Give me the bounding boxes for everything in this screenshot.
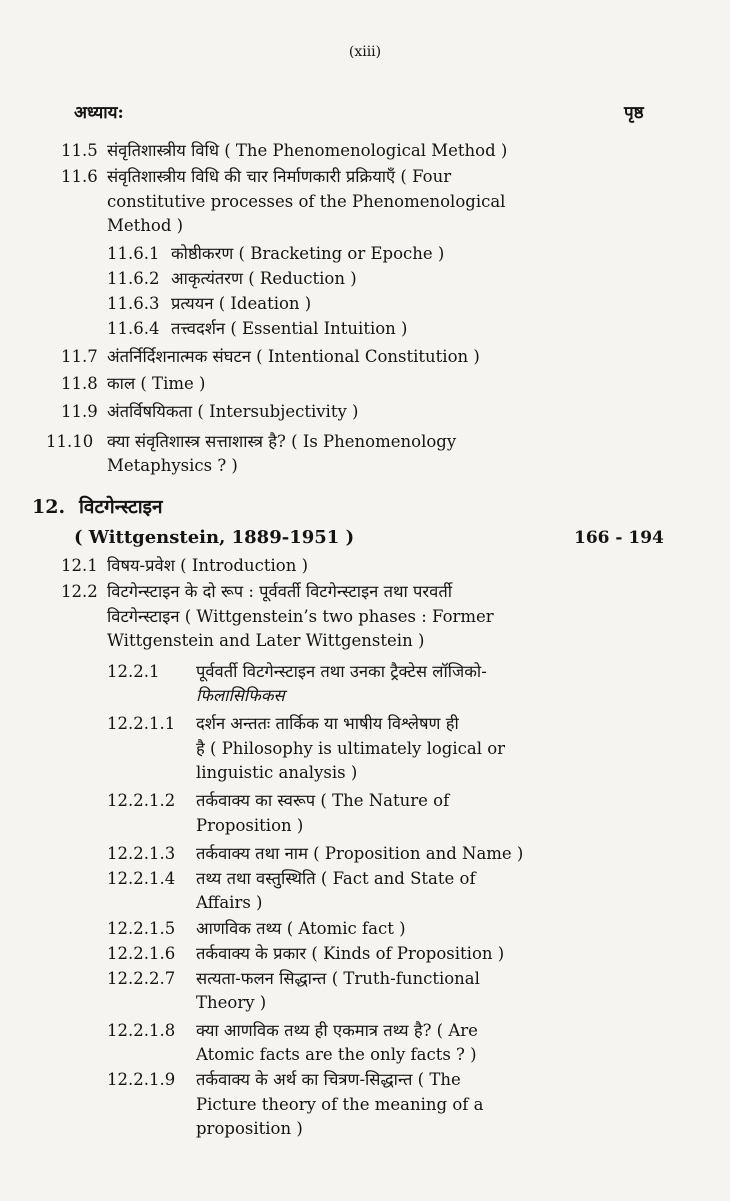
entry-number: 12.2.2.7	[107, 969, 176, 988]
toc-entry	[61, 581, 452, 603]
entry-text: तर्कवाक्य तथा नाम ( Proposition and Name )	[196, 844, 524, 863]
entry-text: तर्कवाक्य के प्रकार ( Kinds of Proposition )	[196, 944, 505, 963]
entry-text: अंतर्निर्दिशनात्मक संघटन ( Intentional Constitution )	[107, 347, 480, 366]
entry-text: आणविक तथ्य ( Atomic fact )	[196, 919, 406, 938]
toc-entry	[61, 555, 308, 577]
page-column-header: पृष्ठ	[624, 103, 644, 123]
toc-entry-continuation: linguistic analysis )	[196, 763, 358, 782]
chapter-column-header: अध्याय:	[74, 103, 124, 123]
entry-text: संवृतिशास्त्रीय विधि ( The Phenomenological Method )	[107, 141, 508, 160]
toc-entry-continuation: Affairs )	[196, 893, 263, 912]
toc-entry-continuation: Wittgenstein and Later Wittgenstein )	[107, 631, 425, 650]
entry-number: 12.2	[61, 582, 98, 601]
entry-text: प्रत्ययन ( Ideation )	[171, 294, 312, 313]
entry-number: 11.6.3	[107, 294, 160, 313]
toc-subentry	[107, 293, 311, 315]
toc-entry-continuation: फिलासिफिकस	[196, 686, 285, 705]
entry-number: 11.6	[61, 167, 98, 186]
entry-number: 12.2.1.6	[107, 944, 176, 963]
toc-entry-continuation: Proposition )	[196, 816, 304, 835]
chapter-title-english: ( Wittgenstein, 1889-1951 )	[74, 527, 355, 548]
toc-entry	[61, 401, 358, 423]
entry-number: 12.2.1.2	[107, 791, 176, 810]
toc-entry-continuation: proposition )	[196, 1119, 303, 1138]
chapter-page-range: 166 - 194	[574, 528, 664, 548]
toc-subentry	[107, 918, 406, 940]
entry-number: 12.2.1.8	[107, 1021, 176, 1040]
entry-text: काल ( Time )	[107, 374, 206, 393]
entry-text: तर्कवाक्य का स्वरूप ( The Nature of	[196, 791, 450, 810]
toc-entry-continuation: Method )	[107, 216, 184, 235]
entry-text: तत्त्वदर्शन ( Essential Intuition )	[171, 319, 408, 338]
toc-entry-continuation: constitutive processes of the Phenomenological	[107, 192, 506, 211]
toc-subentry	[107, 268, 357, 290]
entry-number: 12.2.1.1	[107, 714, 176, 733]
entry-text: कोष्ठीकरण ( Bracketing or Epoche )	[171, 244, 445, 263]
toc-entry-continuation: Picture theory of the meaning of a	[196, 1095, 484, 1114]
toc-entry-continuation: है ( Philosophy is ultimately logical or	[196, 739, 506, 758]
entry-number: 11.10	[46, 432, 94, 451]
entry-number: 12.2.1	[107, 662, 160, 681]
page-number: (xiii)	[348, 44, 382, 60]
entry-number: 12.2.1.9	[107, 1070, 176, 1089]
entry-text: तर्कवाक्य के अर्थ का चित्रण-सिद्धान्त ( The	[196, 1070, 461, 1089]
toc-subentry	[107, 868, 476, 890]
toc-entry-continuation: विटगेन्स्टाइन ( Wittgenstein’s two phases : Former	[107, 607, 494, 626]
toc-subentry	[107, 943, 504, 965]
entry-number: 11.8	[61, 374, 98, 393]
entry-text: क्या आणविक तथ्य ही एकमात्र तथ्य है? ( Are	[196, 1021, 478, 1040]
toc-subentry	[107, 790, 449, 812]
toc-subentry	[107, 968, 480, 990]
entry-text: संवृतिशास्त्रीय विधि की चार निर्माणकारी प्रक्रियाएँ ( Four	[107, 167, 452, 186]
entry-number: 11.5	[61, 141, 98, 160]
entry-text: तथ्य तथा वस्तुस्थिति ( Fact and State of	[196, 869, 476, 888]
toc-entry	[61, 140, 507, 162]
entry-number: 11.6.4	[107, 319, 160, 338]
entry-text: पूर्ववर्ती विटगेन्स्टाइन तथा उनका ट्रैक्टेस लॉजिको-	[196, 662, 487, 681]
entry-number: 12.2.1.4	[107, 869, 176, 888]
toc-entry	[61, 166, 451, 188]
toc-entry	[61, 373, 205, 395]
entry-text: क्या संवृतिशास्त्र सत्ताशास्त्र है? ( Is Phenomenology	[107, 432, 457, 451]
entry-text: दर्शन अन्ततः तार्किक या भाषीय विश्लेषण ही	[196, 714, 459, 733]
entry-text: आकृत्यंतरण ( Reduction )	[171, 269, 357, 288]
toc-entry	[46, 431, 456, 453]
toc-entry-continuation: Metaphysics ? )	[107, 456, 238, 475]
entry-number: 12.2.1.3	[107, 844, 176, 863]
chapter-heading	[32, 496, 163, 518]
entry-number: 12.2.1.5	[107, 919, 176, 938]
toc-subentry	[107, 843, 523, 865]
entry-text: सत्यता-फलन सिद्धान्त ( Truth-functional	[196, 969, 480, 988]
toc-subentry	[107, 318, 407, 340]
toc-subentry	[107, 243, 444, 265]
toc-subentry	[107, 1069, 461, 1091]
entry-number: 12.1	[61, 556, 98, 575]
toc-entry-continuation: Theory )	[196, 993, 267, 1012]
chapter-title-hindi: विटगेन्स्टाइन	[79, 496, 163, 518]
entry-text: विटगेन्स्टाइन के दो रूप : पूर्ववर्ती विटगेन्स्टाइन तथा परवर्ती	[107, 582, 453, 601]
entry-number: 11.9	[61, 402, 98, 421]
toc-subentry	[107, 713, 459, 735]
entry-number: 11.6.2	[107, 269, 160, 288]
toc-entry	[61, 346, 480, 368]
chapter-number: 12.	[32, 496, 66, 518]
toc-subentry	[107, 661, 487, 683]
toc-entry-continuation: Atomic facts are the only facts ? )	[196, 1045, 477, 1064]
entry-text: अंतर्विषयिकता ( Intersubjectivity )	[107, 402, 359, 421]
entry-number: 11.7	[61, 347, 98, 366]
entry-text: विषय-प्रवेश ( Introduction )	[107, 556, 309, 575]
entry-number: 11.6.1	[107, 244, 160, 263]
toc-subentry	[107, 1020, 478, 1042]
